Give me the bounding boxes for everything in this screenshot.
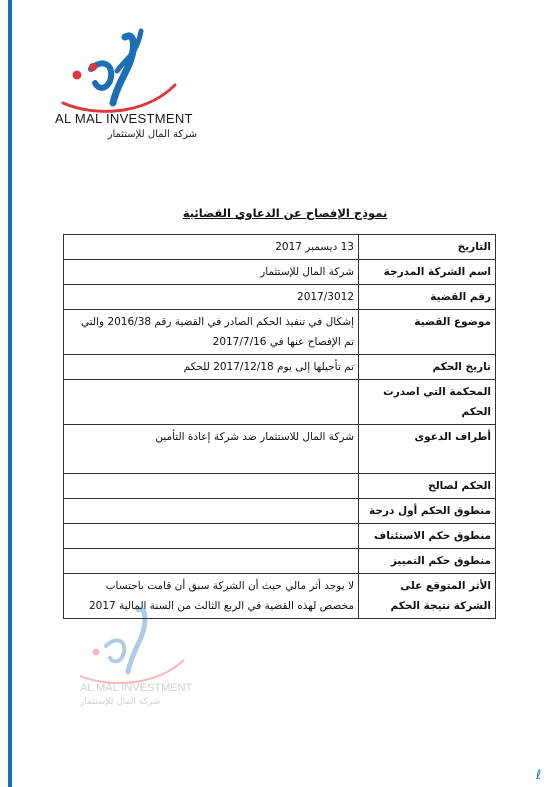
- stamp-arabic-name: شركة المال للإستثمار: [80, 697, 161, 707]
- row-value: شركة المال للاستثمار ضد شركة إعادة التأمين: [64, 425, 359, 474]
- document-title: نموذج الإفصاح عن الدعاوي القضائية: [182, 206, 388, 220]
- company-stamp: [60, 600, 220, 720]
- row-label: أطراف الدعوى: [359, 425, 496, 474]
- company-logo: [55, 25, 205, 145]
- row-value: تم تأجيلها إلى يوم 2017/12/18 للحكم: [64, 355, 359, 380]
- row-value: لا يوجد أثر مالي حيث أن الشركة سبق أن قامت باحتساب مخصص لهذه القضية في الربع الثالث من السنة المالية 2017: [64, 574, 359, 619]
- row-label: التاريخ: [359, 235, 496, 260]
- row-value: [64, 380, 359, 425]
- page-mark-icon: ℓ: [536, 768, 542, 783]
- table-row: [64, 310, 496, 355]
- row-value: [64, 549, 359, 574]
- logo-arabic-name: شركة المال للإستثمار: [107, 129, 197, 140]
- row-value: [64, 524, 359, 549]
- table-row: [64, 355, 496, 380]
- table-row: [64, 499, 496, 524]
- row-label: الأثر المتوقع على الشركة نتيجة الحكم: [359, 574, 496, 619]
- logo-mark-icon: [55, 25, 205, 115]
- page-edge-line: [8, 0, 12, 787]
- table-row: [64, 425, 496, 474]
- row-value: 2017/3012: [64, 285, 359, 310]
- row-label: موضوع القضية: [359, 310, 496, 355]
- case-disclosure-table: [63, 234, 496, 619]
- table-row: [64, 260, 496, 285]
- row-value: شركة المال للإستثمار: [64, 260, 359, 285]
- row-label: المحكمة التي اصدرت الحكم: [359, 380, 496, 425]
- logo-english-name: AL MAL INVESTMENT: [55, 111, 193, 126]
- table-row: [64, 285, 496, 310]
- stamp-mark-icon: [60, 600, 220, 690]
- row-value: إشكال في تنفيذ الحكم الصادر في القضية رقم 2016/38 والتي تم الإفصاح عنها في 2017/7/16: [64, 310, 359, 355]
- row-label: اسم الشركة المدرجة: [359, 260, 496, 285]
- stamp-english-name: AL MAL INVESTMENT: [80, 682, 193, 694]
- row-label: رقم القضية: [359, 285, 496, 310]
- row-value: 13 ديسمبر 2017: [64, 235, 359, 260]
- row-value: [64, 474, 359, 499]
- row-label: منطوق الحكم أول درجة: [359, 499, 496, 524]
- table-row: [64, 524, 496, 549]
- row-label: تاريخ الحكم: [359, 355, 496, 380]
- table-row: [64, 235, 496, 260]
- row-label: الحكم لصالح: [359, 474, 496, 499]
- row-label: منطوق حكم التمييز: [359, 549, 496, 574]
- row-value: [64, 499, 359, 524]
- table-row: [64, 474, 496, 499]
- row-label: منطوق حكم الاستئناف: [359, 524, 496, 549]
- table-row: [64, 549, 496, 574]
- table-row: [64, 380, 496, 425]
